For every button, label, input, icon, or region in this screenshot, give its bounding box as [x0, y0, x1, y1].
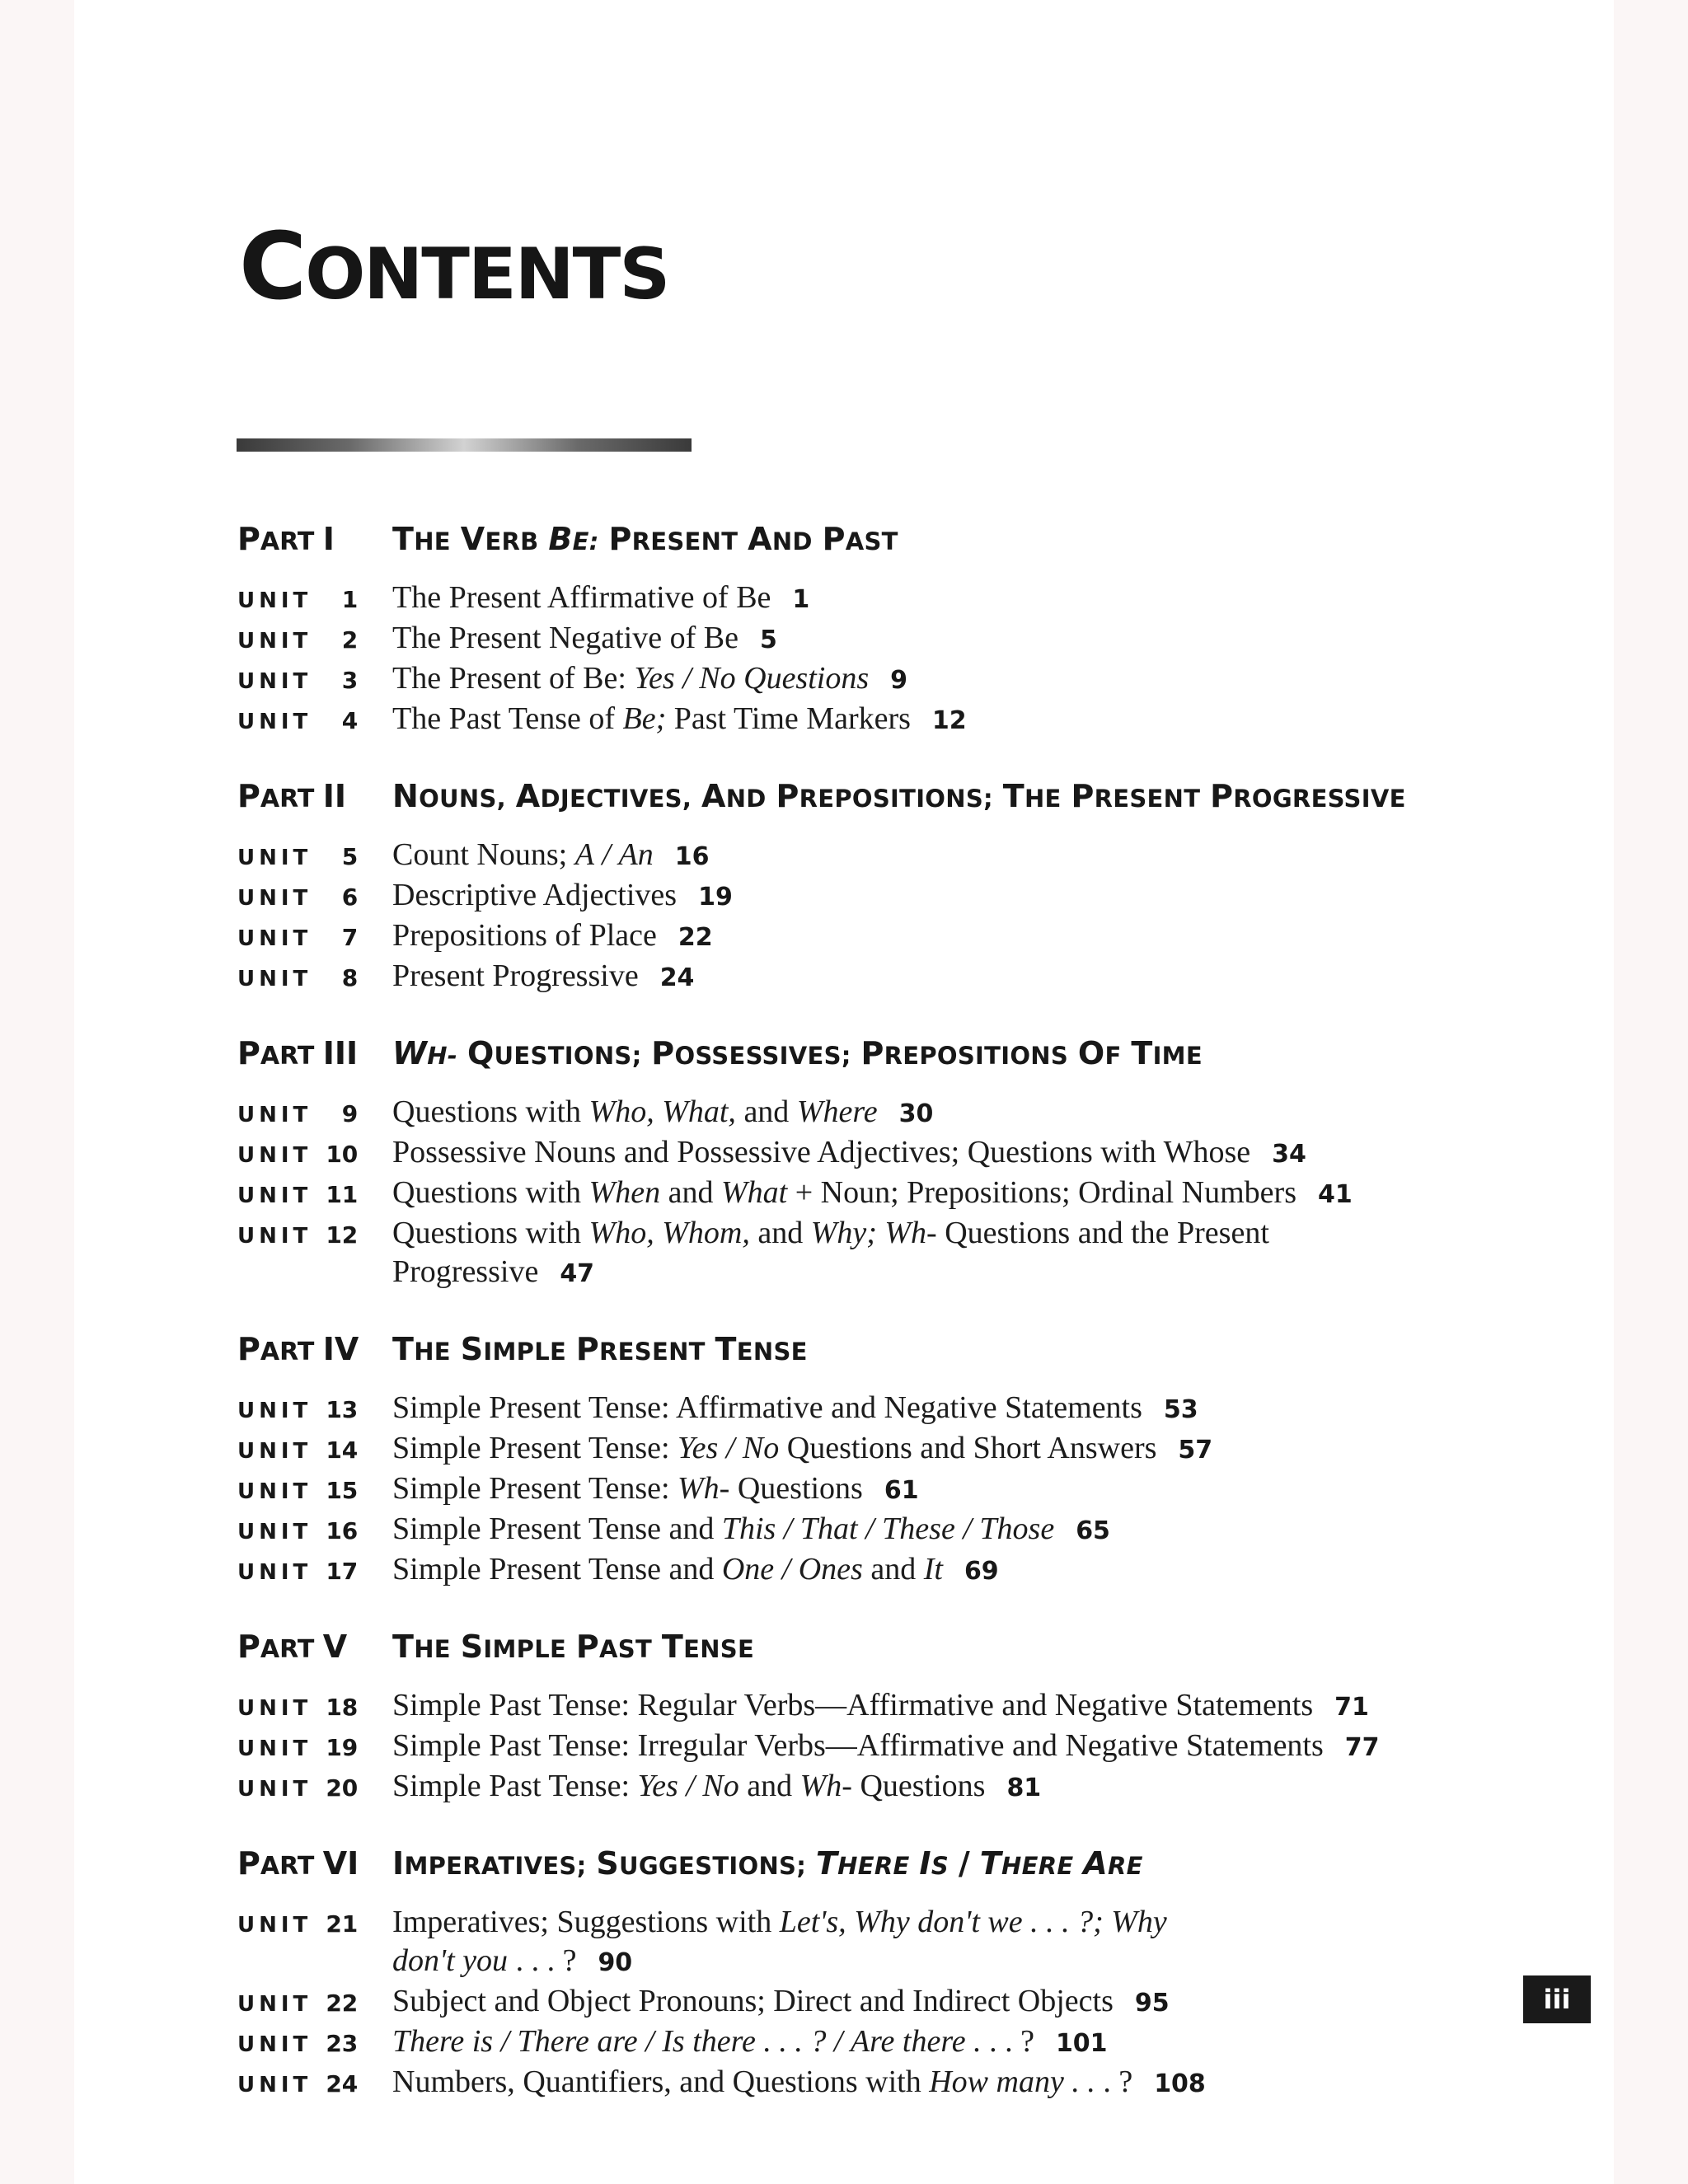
unit-number: 5 [341, 843, 359, 870]
unit-entry[interactable] [392, 916, 713, 957]
unit-number: 4 [341, 707, 359, 734]
unit-word: UNIT [237, 588, 312, 613]
unit-word: UNIT [237, 1399, 312, 1423]
toc-unit-row [237, 1510, 1523, 1550]
part-heading [237, 1331, 1523, 1389]
unit-number: 2 [341, 626, 359, 654]
unit-word: UNIT [237, 1103, 312, 1127]
unit-label [237, 1141, 392, 1168]
unit-page-number: 19 [698, 883, 733, 912]
unit-page-number: 41 [1317, 1180, 1353, 1209]
unit-number: 14 [326, 1436, 359, 1464]
toc-unit-row [237, 1174, 1523, 1214]
unit-number: 17 [326, 1558, 359, 1585]
part-label: PART IV [237, 1331, 359, 1367]
toc-unit-row [237, 579, 1523, 619]
toc-unit-row [237, 1429, 1523, 1469]
toc-unit-row [237, 1727, 1523, 1767]
unit-title: Questions with Who, What, and Where [392, 1094, 878, 1129]
unit-number: 8 [341, 964, 359, 991]
unit-title: Simple Past Tense: Irregular Verbs—Affirmative and Negative Statements [392, 1728, 1324, 1763]
unit-page-number: 16 [674, 842, 710, 871]
unit-title: Questions with Who, Whom, and Why; Wh- Questions and the Present Progressive [392, 1216, 1269, 1289]
unit-entry[interactable] [392, 1510, 1110, 1550]
unit-word: UNIT [237, 1777, 312, 1802]
unit-title: Subject and Object Pronouns; Direct and Indirect Objects [392, 1984, 1114, 2018]
unit-label [237, 1517, 392, 1544]
page-number-badge: iii [1523, 1975, 1591, 2023]
table-of-contents [237, 521, 1523, 2141]
unit-entry[interactable] [392, 1174, 1353, 1214]
toc-unit-row [237, 1903, 1523, 1982]
toc-unit-row [237, 659, 1523, 700]
unit-number: 7 [341, 924, 359, 951]
toc-unit-row [237, 1214, 1523, 1293]
unit-page-number: 90 [598, 1948, 633, 1977]
toc-unit-row [237, 916, 1523, 957]
unit-word: UNIT [237, 1696, 312, 1721]
page-title-initial: C [239, 213, 306, 321]
unit-number: 3 [341, 667, 359, 694]
unit-number: 6 [341, 883, 359, 911]
part-title: NOUNS, ADJECTIVES, AND PREPOSITIONS; THE PRESENT PROGRESSIVE [392, 778, 1406, 814]
unit-label [237, 924, 392, 951]
unit-title: Simple Past Tense: Yes / No and Wh- Questions [392, 1769, 986, 1803]
unit-title: Simple Past Tense: Regular Verbs—Affirmative and Negative Statements [392, 1688, 1314, 1722]
unit-number: 10 [326, 1141, 359, 1168]
part-title: IMPERATIVES; SUGGESTIONS; THERE IS / THERE ARE [392, 1845, 1143, 1882]
unit-label [237, 1100, 392, 1127]
unit-page-number: 34 [1272, 1140, 1306, 1169]
unit-entry[interactable] [392, 579, 809, 619]
unit-page-number: 65 [1076, 1516, 1110, 1545]
unit-page-number: 69 [964, 1557, 999, 1586]
toc-unit-row [237, 957, 1523, 997]
unit-label [237, 2030, 392, 2057]
toc-part [237, 1845, 1523, 2103]
unit-number: 19 [326, 1734, 359, 1761]
toc-unit-row [237, 619, 1523, 659]
unit-label [237, 1477, 392, 1504]
unit-entry[interactable] [392, 1214, 1381, 1293]
unit-entry[interactable] [392, 1389, 1198, 1429]
unit-number: 22 [326, 1990, 359, 2017]
unit-number: 12 [326, 1221, 359, 1249]
unit-page-number: 47 [560, 1259, 595, 1288]
part-heading [237, 1629, 1523, 1686]
part-heading [237, 778, 1523, 836]
unit-word: UNIT [237, 669, 312, 694]
part-title: WH- QUESTIONS; POSSESSIVES; PREPOSITIONS OF TIME [392, 1035, 1203, 1071]
unit-page-number: 77 [1344, 1733, 1380, 1762]
unit-label [237, 883, 392, 911]
unit-word: UNIT [237, 629, 312, 654]
unit-page-number: 24 [659, 963, 695, 992]
unit-page-number: 61 [884, 1476, 919, 1505]
unit-number: 11 [326, 1181, 359, 1208]
toc-unit-row [237, 1389, 1523, 1429]
unit-page-number: 81 [1006, 1774, 1042, 1802]
toc-part [237, 1629, 1523, 1807]
unit-title: Present Progressive [392, 958, 639, 993]
unit-number: 16 [326, 1517, 359, 1544]
unit-title: The Present of Be: Yes / No Questions [392, 661, 870, 696]
unit-title: Simple Present Tense: Affirmative and Negative Statements [392, 1390, 1142, 1425]
unit-title: Simple Present Tense and One / Ones and It [392, 1552, 943, 1586]
unit-number: 1 [341, 586, 359, 613]
unit-word: UNIT [237, 1992, 312, 2017]
unit-label [237, 2070, 392, 2097]
unit-title: Simple Present Tense and This / That / These / Those [392, 1511, 1055, 1546]
toc-unit-row [237, 876, 1523, 916]
toc-part [237, 521, 1523, 740]
unit-word: UNIT [237, 926, 312, 951]
unit-entry[interactable] [392, 2063, 1206, 2103]
unit-entry[interactable] [392, 2022, 1108, 2063]
unit-number: 21 [326, 1910, 359, 1938]
unit-word: UNIT [237, 1520, 312, 1544]
unit-label [237, 626, 392, 654]
unit-word: UNIT [237, 1479, 312, 1504]
unit-number: 13 [326, 1396, 359, 1423]
unit-title: The Present Negative of Be [392, 621, 738, 655]
part-label: PART V [237, 1629, 348, 1665]
unit-label [237, 1181, 392, 1208]
part-heading [237, 1035, 1523, 1093]
unit-word: UNIT [237, 1913, 312, 1938]
toc-unit-row [237, 836, 1523, 876]
unit-label [237, 843, 392, 870]
unit-title: There is / There are / Is there . . . ? / Are there . . . ? [392, 2024, 1034, 2059]
unit-entry[interactable] [392, 1982, 1170, 2022]
unit-label [237, 1694, 392, 1721]
toc-part [237, 778, 1523, 997]
unit-entry[interactable] [392, 1133, 1306, 1174]
part-heading [237, 521, 1523, 579]
unit-label [237, 1990, 392, 2017]
unit-number: 24 [326, 2070, 359, 2097]
unit-word: UNIT [237, 846, 312, 870]
unit-page-number: 108 [1154, 2069, 1206, 2098]
unit-page-number: 30 [898, 1099, 934, 1128]
unit-page-number: 12 [931, 706, 967, 735]
unit-label [237, 1436, 392, 1464]
unit-label [237, 1910, 392, 1938]
unit-title: The Past Tense of Be; Past Time Markers [392, 701, 911, 736]
part-title: THE SIMPLE PAST TENSE [392, 1629, 755, 1665]
unit-title: Possessive Nouns and Possessive Adjectives; Questions with Whose [392, 1135, 1251, 1169]
unit-entry[interactable] [392, 1093, 933, 1133]
unit-title: Questions with When and What + Noun; Prepositions; Ordinal Numbers [392, 1175, 1296, 1210]
unit-entry[interactable] [392, 1903, 1217, 1982]
unit-number: 23 [326, 2030, 359, 2057]
part-label: PART II [237, 778, 347, 814]
toc-unit-row [237, 1686, 1523, 1727]
part-label: PART VI [237, 1845, 359, 1882]
unit-word: UNIT [237, 886, 312, 911]
unit-page-number: 9 [890, 666, 907, 695]
unit-word: UNIT [237, 1224, 312, 1249]
part-label: PART III [237, 1035, 359, 1071]
unit-page-number: 22 [678, 923, 713, 952]
unit-entry[interactable] [392, 836, 709, 876]
unit-entry[interactable] [392, 700, 967, 740]
unit-title: Descriptive Adjectives [392, 878, 678, 912]
unit-title: Simple Present Tense: Yes / No Questions and Short Answers [392, 1431, 1157, 1465]
part-heading [237, 1845, 1523, 1903]
unit-word: UNIT [237, 2073, 312, 2097]
unit-entry[interactable] [392, 1686, 1369, 1727]
unit-word: UNIT [237, 1736, 312, 1761]
unit-entry[interactable] [392, 1767, 1041, 1807]
unit-page-number: 57 [1178, 1436, 1213, 1465]
unit-word: UNIT [237, 2032, 312, 2057]
toc-unit-row [237, 1093, 1523, 1133]
unit-page-number: 5 [759, 626, 777, 654]
unit-page-number: 95 [1134, 1989, 1170, 2018]
unit-number: 18 [326, 1694, 359, 1721]
unit-entry[interactable] [392, 957, 694, 997]
unit-title: Count Nouns; A / An [392, 837, 654, 872]
toc-unit-row [237, 1469, 1523, 1510]
unit-label [237, 1396, 392, 1423]
unit-label [237, 1221, 392, 1249]
toc-unit-row [237, 1133, 1523, 1174]
toc-part [237, 1331, 1523, 1591]
part-title: THE VERB BE: PRESENT AND PAST [392, 521, 898, 557]
unit-label [237, 707, 392, 734]
unit-title: Prepositions of Place [392, 918, 657, 953]
unit-word: UNIT [237, 1143, 312, 1168]
title-divider [237, 438, 692, 452]
unit-word: UNIT [237, 1183, 312, 1208]
toc-unit-row [237, 2022, 1523, 2063]
unit-title: Imperatives; Suggestions with Let's, Why don't we . . . ?; Why don't you . . . ? [392, 1905, 1167, 1978]
unit-entry[interactable] [392, 619, 777, 659]
toc-unit-row [237, 700, 1523, 740]
unit-entry[interactable] [392, 1727, 1380, 1767]
part-label: PART I [237, 521, 335, 557]
toc-unit-row [237, 1767, 1523, 1807]
unit-page-number: 71 [1334, 1693, 1369, 1722]
unit-entry[interactable] [392, 1469, 919, 1510]
unit-word: UNIT [237, 1560, 312, 1585]
part-title: THE SIMPLE PRESENT TENSE [392, 1331, 808, 1367]
toc-unit-row [237, 1982, 1523, 2022]
unit-page-number: 101 [1055, 2029, 1108, 2058]
unit-entry[interactable] [392, 1429, 1212, 1469]
unit-label [237, 586, 392, 613]
unit-label [237, 964, 392, 991]
toc-unit-row [237, 1550, 1523, 1591]
unit-label [237, 1558, 392, 1585]
unit-number: 15 [326, 1477, 359, 1504]
unit-number: 20 [326, 1774, 359, 1802]
unit-entry[interactable] [392, 1550, 999, 1591]
unit-title: Numbers, Quantifiers, and Questions with How many . . . ? [392, 2064, 1133, 2099]
unit-page-number: 53 [1163, 1395, 1198, 1424]
unit-label [237, 667, 392, 694]
page-title-rest: ONTENTS [305, 233, 669, 316]
unit-label [237, 1774, 392, 1802]
unit-title: Simple Present Tense: Wh- Questions [392, 1471, 863, 1506]
unit-title: The Present Affirmative of Be [392, 580, 771, 615]
unit-number: 9 [341, 1100, 359, 1127]
toc-part [237, 1035, 1523, 1293]
unit-word: UNIT [237, 1439, 312, 1464]
page-title [239, 213, 669, 321]
unit-word: UNIT [237, 710, 312, 734]
unit-word: UNIT [237, 967, 312, 991]
unit-entry[interactable] [392, 659, 907, 700]
unit-page-number: 1 [792, 585, 810, 614]
unit-entry[interactable] [392, 876, 733, 916]
toc-unit-row [237, 2063, 1523, 2103]
unit-label [237, 1734, 392, 1761]
